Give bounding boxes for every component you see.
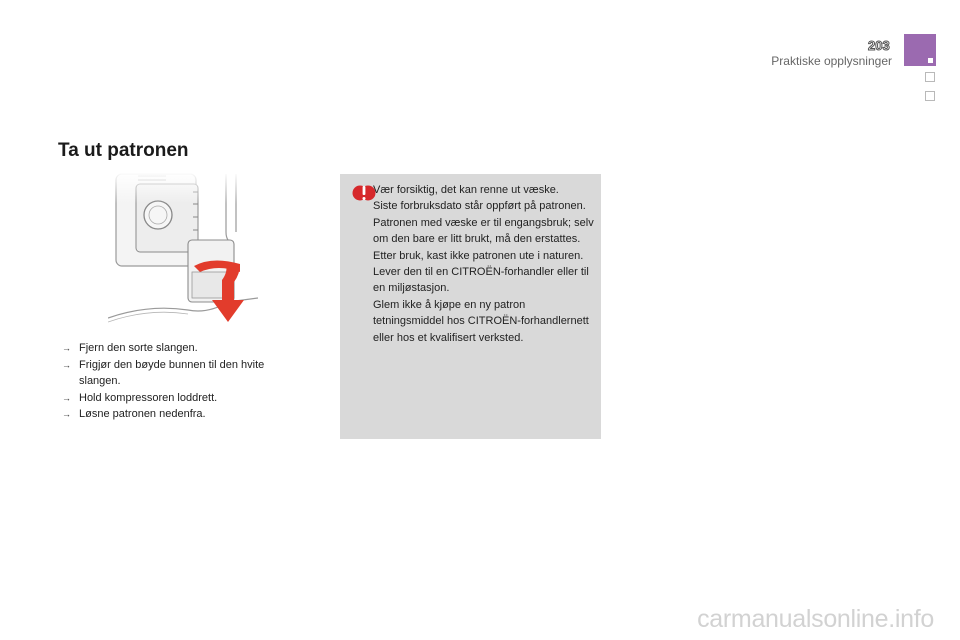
instruction-steps xyxy=(62,340,307,423)
list-item xyxy=(62,340,307,357)
list-item xyxy=(62,390,307,407)
list-item xyxy=(62,406,307,423)
step-text: Fjern den sorte slangen. xyxy=(79,342,198,354)
warning-line: Glem ikke å kjøpe en ny patron tetningsmiddel hos CITROËN-forhandlernett eller hos et kvalifisert verksted. xyxy=(373,298,589,344)
chapter-title: Praktiske opplysninger xyxy=(771,54,892,68)
chapter-tab-active[interactable] xyxy=(904,34,936,66)
warning-line: Patronen med væske er til engangsbruk; selv om den bare er litt brukt, må den erstattes. xyxy=(373,216,594,246)
right-arrow-icon: → xyxy=(62,392,71,403)
chapter-tab-box[interactable] xyxy=(925,91,935,101)
step-text: Frigjør den bøyde bunnen til den hvite slangen. xyxy=(79,358,265,387)
right-arrow-icon: → xyxy=(62,359,71,370)
watermark[interactable]: carmanualsonline.info xyxy=(697,605,934,633)
warning-line: Etter bruk, kast ikke patronen ute i naturen. Lever den til en CITROËN-forhandler eller til en miljøstasjon. xyxy=(373,249,589,295)
warning-box xyxy=(340,174,601,439)
chapter-tab-box[interactable] xyxy=(925,72,935,82)
section-title: Ta ut patronen xyxy=(58,140,189,161)
step-text: Løsne patronen nedenfra. xyxy=(79,408,206,420)
warning-line: Siste forbruksdato står oppført på patronen. xyxy=(373,200,586,213)
warning-line: Vær forsiktig, det kan renne ut væske. xyxy=(373,184,559,196)
page-number: 203 xyxy=(868,38,890,53)
compressor-cartridge-illustration xyxy=(108,172,258,330)
list-item xyxy=(62,357,307,390)
step-text: Hold kompressoren loddrett. xyxy=(79,391,218,404)
right-arrow-icon: → xyxy=(62,343,71,353)
warning-text xyxy=(373,182,597,346)
tab-square-icon xyxy=(928,58,933,63)
right-arrow-icon: → xyxy=(62,409,71,419)
